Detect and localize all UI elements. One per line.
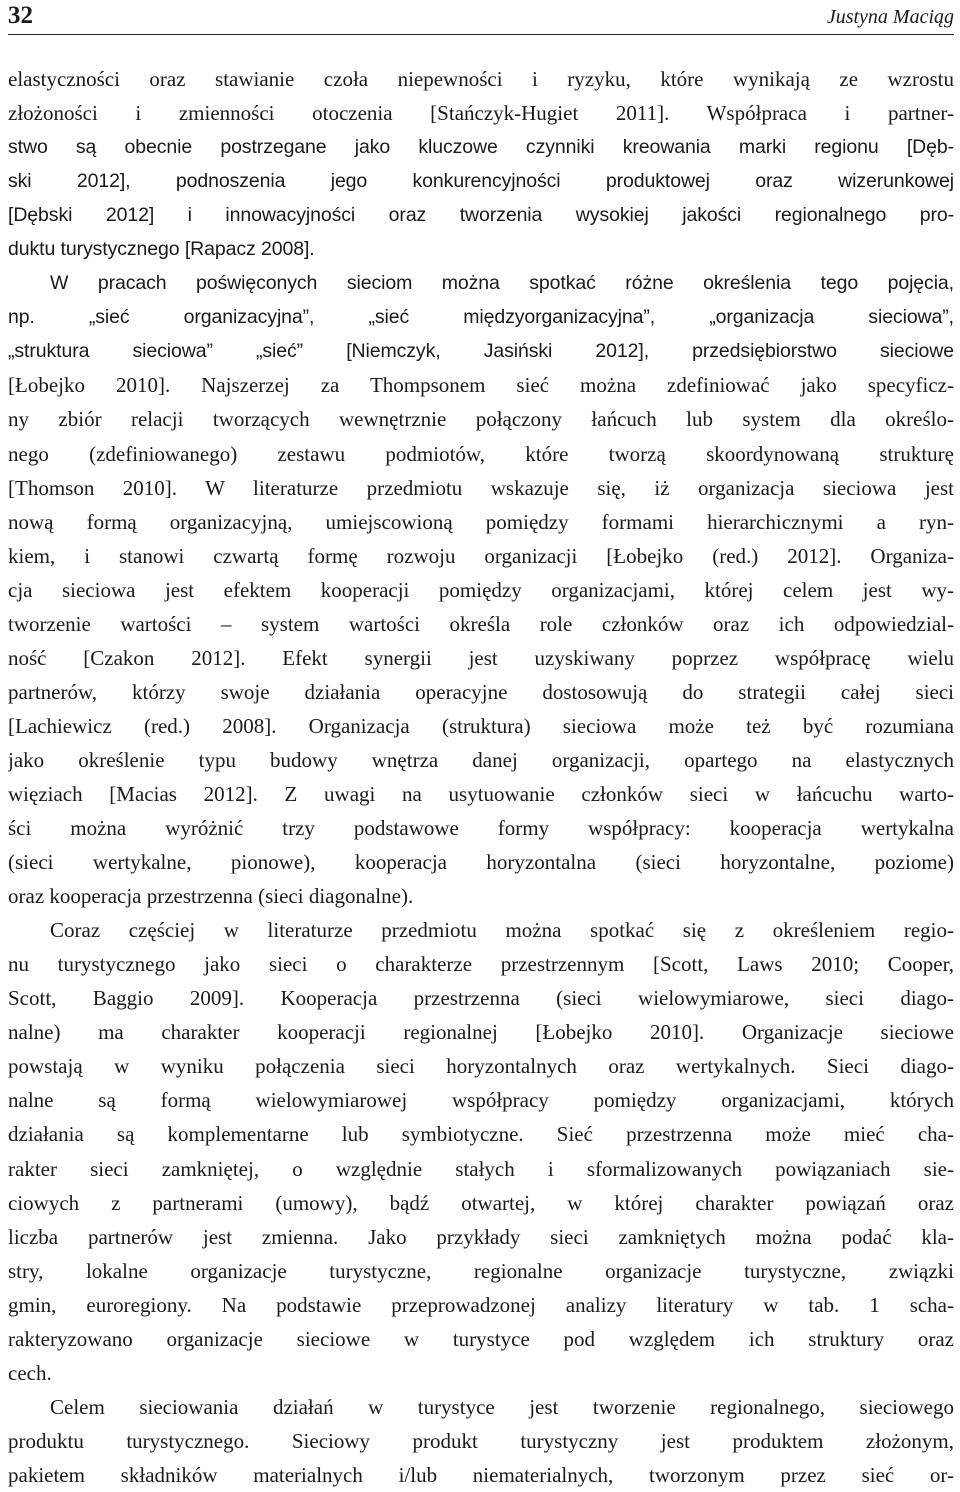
text-line: pakietem składników materialnych i/lub niematerialnych, tworzonym przez sieć or- [8,1462,954,1487]
text-line: ski 2012], podnoszenia jego konkurencyjności produktowej oraz wizerunkowej [8,170,954,193]
text-line: gmin, euroregiony. Na podstawie przeprowadzonej analizy literatury w tab. 1 scha- [8,1292,954,1317]
text-line: [Dębski 2012] i innowacyjności oraz tworzenia wysokiej jakości regionalnego pro- [8,204,954,227]
text-line: [Thomson 2010]. W literaturze przedmiotu wskazuje się, iż organizacja sieciowa jest [8,475,954,500]
text-line: (sieci wertykalne, pionowe), kooperacja horyzontalna (sieci horyzontalne, poziome) [8,850,954,875]
text-line: „struktura sieciowa” „sieć” [Niemczyk, Jasiński 2012], przedsiębiorstwo sieciowe [8,340,954,363]
text-line: nową formą organizacyjną, umiejscowioną pomiędzy formami hierarchicznymi a ryn- [8,509,954,534]
text-line: nu turystycznego jako sieci o charakterze przestrzennym [Scott, Laws 2010; Cooper, [8,952,954,977]
text-line: oraz kooperacja przestrzenna (sieci diagonalne). [8,884,414,909]
page-number: 32 [8,2,33,29]
text-line: ność [Czakon 2012]. Efekt synergii jest uzyskiwany poprzez współpracę wielu [8,645,954,670]
text-line: liczba partnerów jest zmienna. Jako przykłady sieci zamkniętych można podać kla- [8,1224,954,1249]
text-line: stwo są obecnie postrzegane jako kluczowe czynniki kreowania marki regionu [Dęb- [8,136,954,159]
text-line: tworzenie wartości – system wartości określa role członków oraz ich odpowiedzial- [8,611,954,636]
text-line: ny zbiór relacji tworzących wewnętrznie połączony łańcuch lub system dla określo- [8,407,954,432]
text-line: ciowych z partnerami (umowy), bądź otwartej, w której charakter powiązań oraz [8,1190,954,1215]
text-line: nalne są formą wielowymiarowej współpracy pomiędzy organizacjami, których [8,1088,954,1113]
text-line: ści można wyróżnić trzy podstawowe formy współpracy: kooperacja wertykalna [8,816,954,841]
text-line: powstają w wyniku połączenia sieci horyzontalnych oraz wertykalnych. Sieci diago- [8,1054,954,1079]
text-line: elastyczności oraz stawianie czoła niepewności i ryzyku, które wynikają ze wzrostu [8,67,954,91]
text-line: W pracach poświęconych sieciom można spotkać różne określenia tego pojęcia, [50,272,954,295]
text-line: stry, lokalne organizacje turystyczne, regionalne organizacje turystyczne, związki [8,1258,954,1283]
text-line: partnerów, którzy swoje działania operacyjne dostosowują do strategii całej sieci [8,679,954,704]
text-line: nalne) ma charakter kooperacji regionalnej [Łobejko 2010]. Organizacje sieciowe [8,1020,954,1045]
text-line: cech. [8,1360,52,1385]
text-line: produktu turystycznego. Sieciowy produkt turystyczny jest produktem złożonym, [8,1428,954,1453]
text-line: Celem sieciowania działań w turystyce jest tworzenie regionalnego, sieciowego [50,1394,954,1419]
text-line: [Lachiewicz (red.) 2008]. Organizacja (struktura) sieciowa może też być rozumiana [8,713,954,738]
text-line: np. „sieć organizacyjna”, „sieć międzyorganizacyjna”, „organizacja sieciowa”, [8,306,954,329]
text-line: duktu turystycznego [Rapacz 2008]. [8,238,315,261]
text-line: Coraz częściej w literaturze przedmiotu można spotkać się z określeniem regio- [50,918,954,943]
running-head-author: Justyna Maciąg [826,6,954,28]
text-line: cja sieciowa jest efektem kooperacji pomiędzy organizacjami, której celem jest wy- [8,577,954,602]
running-head [8,0,954,35]
text-line: działania są komplementarne lub symbiotyczne. Sieć przestrzenna może mieć cha- [8,1122,954,1147]
body-text [8,62,954,1492]
text-line: [Łobejko 2010]. Najszerzej za Thompsonem sieć można zdefiniować jako specyficz- [8,373,954,398]
text-line: rakteryzowano organizacje sieciowe w turystyce pod względem ich struktury oraz [8,1326,954,1351]
text-line: więziach [Macias 2012]. Z uwagi na usytuowanie członków sieci w łańcuchu warto- [8,781,954,806]
text-line: kiem, i stanowi czwartą formę rozwoju organizacji [Łobejko (red.) 2012]. Organiza- [8,543,954,568]
text-line: rakter sieci zamkniętej, o względnie stałych i sformalizowanych powiązaniach sie- [8,1156,954,1181]
text-line: Scott, Baggio 2009]. Kooperacja przestrzenna (sieci wielowymiarowe, sieci diago- [8,986,954,1011]
text-line: jako określenie typu budowy wnętrza danej organizacji, opartego na elastycznych [8,747,954,772]
text-line: nego (zdefiniowanego) zestawu podmiotów, które tworzą skoordynowaną strukturę [8,441,954,466]
text-line: złożoności i zmienności otoczenia [Stańczyk-Hugiet 2011]. Współpraca i partner- [8,101,954,126]
